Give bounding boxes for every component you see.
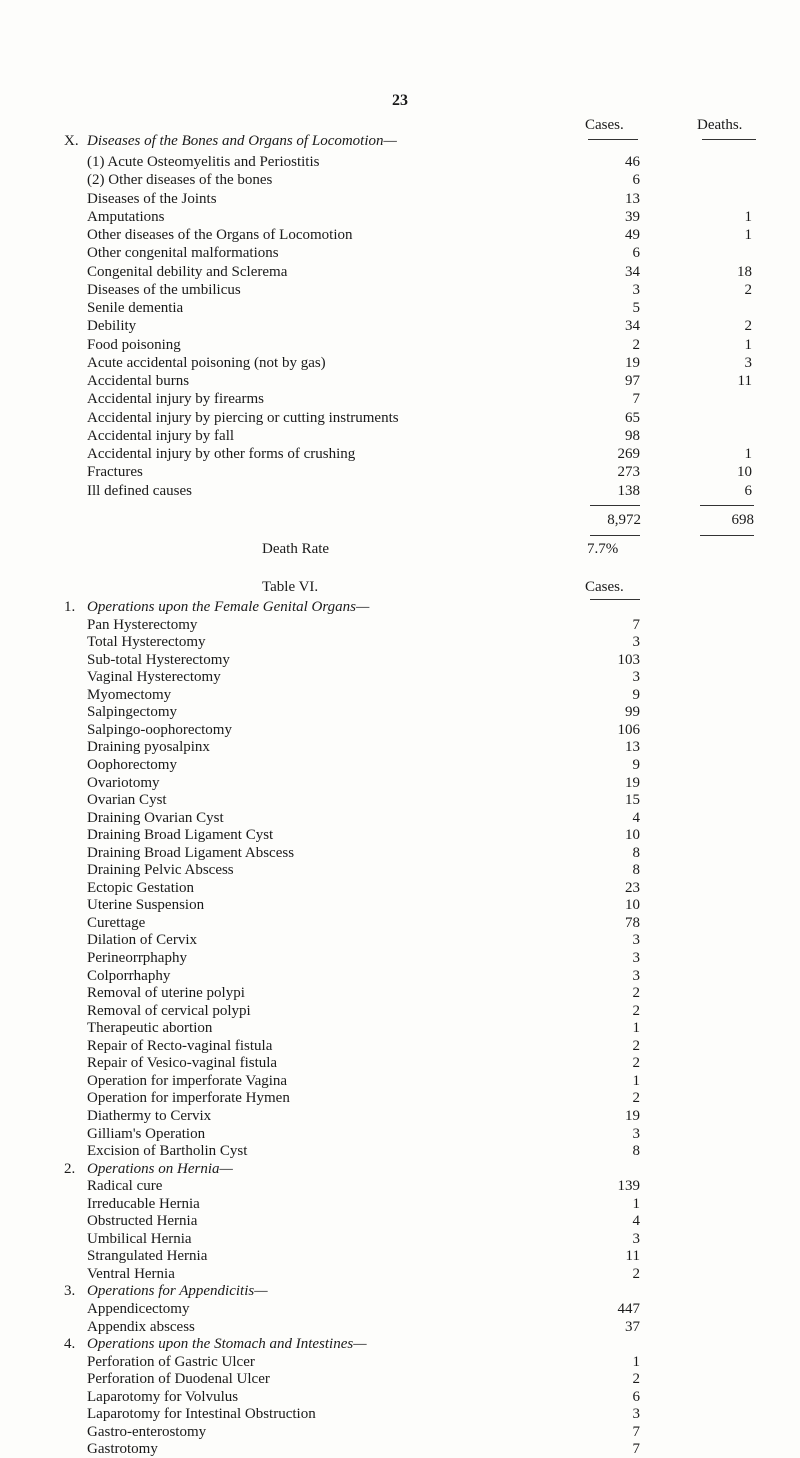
table6-cases-header: Cases. (585, 579, 624, 595)
table5-row (0, 445, 800, 463)
table6-row (0, 703, 800, 721)
row-cases: 49 (625, 227, 640, 243)
row-deaths: 1 (744, 227, 752, 243)
table6-row (0, 844, 800, 862)
row-label: Strangulated Hernia (87, 1248, 208, 1265)
table6-row (0, 791, 800, 809)
row-label: Ectopic Gestation (87, 879, 195, 896)
row-cases: 1 (632, 1072, 640, 1089)
row-cases: 7 (632, 616, 640, 633)
row-label: Ill defined causes (87, 482, 192, 499)
table5-row (0, 263, 800, 281)
row-cases: 3 (632, 932, 640, 949)
row-label: Accidental injury by piercing or cutting instruments (87, 409, 399, 426)
row-label: Gilliam's Operation (87, 1125, 206, 1142)
table6-row (0, 1195, 800, 1213)
row-cases: 19 (625, 774, 640, 791)
table5-row (0, 208, 800, 226)
row-label: Congenital debility and Sclerema (87, 263, 288, 280)
table5-row (0, 336, 800, 354)
table6-row (0, 1370, 800, 1388)
table6-row (0, 1054, 800, 1072)
row-cases: 34 (625, 318, 640, 335)
table6-row (0, 1318, 800, 1336)
row-cases: 2 (632, 336, 640, 353)
table6-row (0, 809, 800, 827)
table6-row (0, 1405, 800, 1423)
table6-row (0, 1125, 800, 1143)
row-label: Appendicectomy (87, 1301, 190, 1317)
row-cases: 19 (625, 354, 640, 371)
row-label: (1) Acute Osteomyelitis and Periostitis (87, 154, 320, 170)
row-cases: 6 (632, 245, 640, 262)
row-label: Accidental injury by other forms of crushing (87, 446, 356, 462)
row-cases: 4 (632, 809, 640, 826)
row-cases: 1 (632, 1195, 640, 1212)
table6-row (0, 1440, 800, 1458)
table6-row (0, 668, 800, 686)
table6-row (0, 1388, 800, 1406)
table5-row (0, 354, 800, 372)
row-label: Gastrotomy (87, 1441, 158, 1458)
total-deaths: 698 (731, 512, 754, 528)
row-deaths: 1 (744, 446, 752, 462)
table5-row (0, 299, 800, 317)
row-deaths: 3 (744, 354, 752, 371)
death-rate-label: Death Rate (262, 541, 330, 557)
table6-row (0, 1072, 800, 1090)
row-cases: 39 (625, 208, 640, 225)
table5-row (0, 171, 800, 189)
row-cases: 23 (625, 879, 640, 896)
table5-row (0, 390, 800, 408)
row-cases: 11 (625, 1248, 640, 1265)
row-label: Removal of uterine polypi (87, 985, 245, 1002)
table6-row (0, 1037, 800, 1055)
row-label: Therapeutic abortion (87, 1020, 213, 1037)
row-deaths: 1 (744, 208, 752, 225)
row-cases: 10 (625, 827, 640, 844)
row-label: Uterine Suspension (87, 897, 205, 914)
row-cases: 10 (625, 897, 640, 914)
row-label: Gastro-enterostomy (87, 1423, 207, 1440)
row-cases: 1 (632, 1020, 640, 1037)
section-x-title: Diseases of the Bones and Organs of Locomotion— (87, 133, 397, 149)
row-label: Draining Broad Ligament Abscess (87, 844, 295, 861)
row-label: Other diseases of the Organs of Locomotion (87, 227, 353, 243)
table6-row (0, 967, 800, 985)
row-cases: 2 (632, 1002, 640, 1019)
total-cases-rule (590, 505, 640, 506)
row-cases: 273 (617, 464, 640, 481)
table6-row (0, 1247, 800, 1265)
row-cases: 9 (632, 686, 640, 703)
row-label: Perineorrphaphy (87, 950, 187, 966)
row-cases: 9 (632, 756, 640, 773)
row-cases: 3 (632, 967, 640, 984)
row-label: Irreducable Hernia (87, 1195, 200, 1212)
row-label: Removal of cervical polypi (87, 1002, 251, 1019)
table6-row (0, 949, 800, 967)
table5-row (0, 409, 800, 427)
table5-row (0, 153, 800, 171)
row-label: Perforation of Duodenal Ulcer (87, 1371, 270, 1388)
table6-row (0, 896, 800, 914)
row-label: Senile dementia (87, 300, 184, 316)
row-cases: 99 (625, 704, 640, 721)
row-cases: 15 (625, 792, 640, 809)
table6-row (0, 651, 800, 669)
deaths-column-header: Deaths. (697, 117, 743, 133)
table6-row (0, 721, 800, 739)
row-label: Excision of Bartholin Cyst (87, 1143, 248, 1160)
row-cases: 2 (632, 1055, 640, 1072)
table6-row (0, 826, 800, 844)
cases-column-header: Cases. (585, 117, 624, 133)
row-cases: 2 (632, 1371, 640, 1388)
row-cases: 19 (625, 1107, 640, 1124)
table6-row (0, 633, 800, 651)
death-rate-value: 7.7% (587, 541, 619, 557)
row-label: Vaginal Hysterectomy (87, 669, 221, 686)
row-label: Draining Ovarian Cyst (87, 809, 224, 826)
table6-row (0, 616, 800, 634)
table5-row (0, 317, 800, 335)
table6-row (0, 1212, 800, 1230)
row-label: Draining Pelvic Abscess (87, 862, 234, 879)
table6-row (0, 738, 800, 756)
table5-row (0, 482, 800, 500)
row-label: Fractures (87, 464, 143, 481)
section-title: Operations upon the Female Genital Organs— (87, 599, 370, 615)
total-deaths-under-rule (700, 535, 754, 536)
row-label: Repair of Recto-vaginal fistula (87, 1037, 273, 1054)
row-label: Dilation of Cervix (87, 932, 197, 949)
row-cases: 7 (632, 1423, 640, 1440)
table5-row (0, 244, 800, 262)
row-label: Myomectomy (87, 686, 172, 703)
row-cases: 6 (632, 172, 640, 189)
table5-row (0, 372, 800, 390)
row-label: Laparotomy for Intestinal Obstruction (87, 1406, 316, 1423)
row-cases: 2 (632, 1265, 640, 1282)
cases-header-rule (588, 139, 638, 140)
row-cases: 7 (632, 391, 640, 408)
row-cases: 1 (632, 1353, 640, 1370)
row-label: Food poisoning (87, 336, 181, 353)
section-number: 4. (64, 1336, 76, 1353)
row-cases: 8 (632, 1143, 640, 1160)
row-label: Colporrhaphy (87, 967, 171, 984)
table6-row (0, 774, 800, 792)
table5-row (0, 190, 800, 208)
section-number: 3. (64, 1283, 76, 1300)
row-label: Pan Hysterectomy (87, 616, 198, 633)
row-label: Ventral Hernia (87, 1265, 175, 1282)
row-cases: 37 (625, 1318, 640, 1335)
row-cases: 98 (625, 427, 640, 444)
row-cases: 3 (632, 950, 640, 966)
table6-row (0, 756, 800, 774)
row-cases: 3 (632, 1230, 640, 1247)
table6-row (0, 1142, 800, 1160)
row-cases: 3 (632, 281, 640, 298)
row-deaths: 11 (737, 373, 752, 389)
row-deaths: 2 (744, 318, 752, 335)
row-deaths: 18 (737, 263, 752, 280)
table5-row (0, 427, 800, 445)
row-label: Debility (87, 318, 137, 335)
table6-row (0, 1265, 800, 1283)
row-cases: 8 (632, 844, 640, 861)
row-label: Diseases of the Joints (87, 190, 217, 207)
table6-row (0, 1423, 800, 1441)
table6-section-header (0, 1335, 800, 1353)
total-deaths-rule (700, 505, 754, 506)
table6-row (0, 1089, 800, 1107)
row-cases: 106 (617, 721, 640, 738)
table6-title: Table VI. (262, 579, 319, 595)
row-cases: 3 (632, 669, 640, 686)
row-label: Repair of Vesico-vaginal fistula (87, 1055, 278, 1072)
table6-row (0, 1107, 800, 1125)
row-label: Operation for imperforate Hymen (87, 1090, 290, 1107)
row-cases: 138 (617, 482, 640, 499)
row-cases: 13 (625, 190, 640, 207)
row-label: Curettage (87, 914, 146, 931)
section-title: Operations on Hernia— (87, 1160, 233, 1177)
section-title: Operations upon the Stomach and Intestines— (87, 1336, 367, 1353)
page-number: 23 (392, 92, 408, 109)
row-cases: 46 (625, 154, 640, 170)
table6-row (0, 1019, 800, 1037)
section-x-number: X. (64, 133, 79, 149)
row-label: Acute accidental poisoning (not by gas) (87, 354, 326, 371)
row-label: (2) Other diseases of the bones (87, 172, 273, 189)
row-cases: 3 (632, 1125, 640, 1142)
row-cases: 7 (632, 1441, 640, 1458)
row-label: Operation for imperforate Vagina (87, 1072, 288, 1089)
table6-row (0, 686, 800, 704)
table5-row (0, 463, 800, 481)
table6-row (0, 1230, 800, 1248)
table5-row (0, 226, 800, 244)
table6-row (0, 914, 800, 932)
row-label: Salpingectomy (87, 704, 177, 721)
table6-row (0, 879, 800, 897)
row-cases: 2 (632, 985, 640, 1002)
table6-section-header (0, 1282, 800, 1300)
row-label: Appendix abscess (87, 1318, 195, 1335)
row-cases: 97 (625, 373, 640, 389)
row-deaths: 10 (737, 464, 752, 481)
table6-row (0, 1353, 800, 1371)
table6-section-header (0, 598, 800, 616)
row-cases: 34 (625, 263, 640, 280)
row-label: Diathermy to Cervix (87, 1107, 212, 1124)
row-label: Perforation of Gastric Ulcer (87, 1353, 255, 1370)
row-label: Ovariotomy (87, 774, 160, 791)
row-label: Draining Broad Ligament Cyst (87, 827, 274, 844)
row-cases: 2 (632, 1090, 640, 1107)
row-cases: 269 (617, 446, 640, 462)
row-label: Obstructed Hernia (87, 1213, 198, 1230)
row-cases: 6 (632, 1388, 640, 1405)
row-cases: 139 (617, 1178, 640, 1195)
table5-row (0, 281, 800, 299)
row-label: Diseases of the umbilicus (87, 281, 241, 298)
row-label: Accidental injury by firearms (87, 391, 265, 408)
row-cases: 5 (632, 300, 640, 316)
section-number: 1. (64, 599, 76, 615)
row-deaths: 6 (744, 482, 752, 499)
table6-row (0, 984, 800, 1002)
row-label: Oophorectomy (87, 756, 177, 773)
total-cases: 8,972 (607, 512, 641, 528)
row-label: Umbilical Hernia (87, 1230, 192, 1247)
table6-row (0, 1300, 800, 1318)
row-cases: 3 (632, 1406, 640, 1423)
row-cases: 103 (617, 651, 640, 668)
row-cases: 447 (617, 1301, 640, 1317)
table6-row (0, 1002, 800, 1020)
deaths-header-rule (702, 139, 756, 140)
row-label: Accidental injury by fall (87, 427, 235, 444)
row-label: Sub-total Hysterectomy (87, 651, 230, 668)
table6-row (0, 861, 800, 879)
section-title: Operations for Appendicitis— (87, 1283, 268, 1300)
row-label: Amputations (87, 208, 165, 225)
row-label: Salpingo-oophorectomy (87, 721, 232, 738)
table6-row (0, 931, 800, 949)
row-cases: 3 (632, 634, 640, 651)
total-cases-under-rule (590, 535, 640, 536)
row-label: Other congenital malformations (87, 245, 279, 262)
row-label: Radical cure (87, 1178, 163, 1195)
row-label: Laparotomy for Volvulus (87, 1388, 239, 1405)
row-label: Accidental burns (87, 373, 190, 389)
row-cases: 65 (625, 409, 640, 426)
row-cases: 2 (632, 1037, 640, 1054)
row-cases: 78 (625, 914, 640, 931)
table6-row (0, 1177, 800, 1195)
row-label: Total Hysterectomy (87, 634, 206, 651)
row-deaths: 1 (744, 336, 752, 353)
row-cases: 13 (625, 739, 640, 756)
section-number: 2. (64, 1160, 76, 1177)
row-label: Ovarian Cyst (87, 792, 167, 809)
row-cases: 8 (632, 862, 640, 879)
row-cases: 4 (632, 1213, 640, 1230)
table6-section-header (0, 1160, 800, 1178)
row-deaths: 2 (744, 281, 752, 298)
row-label: Draining pyosalpinx (87, 739, 210, 756)
